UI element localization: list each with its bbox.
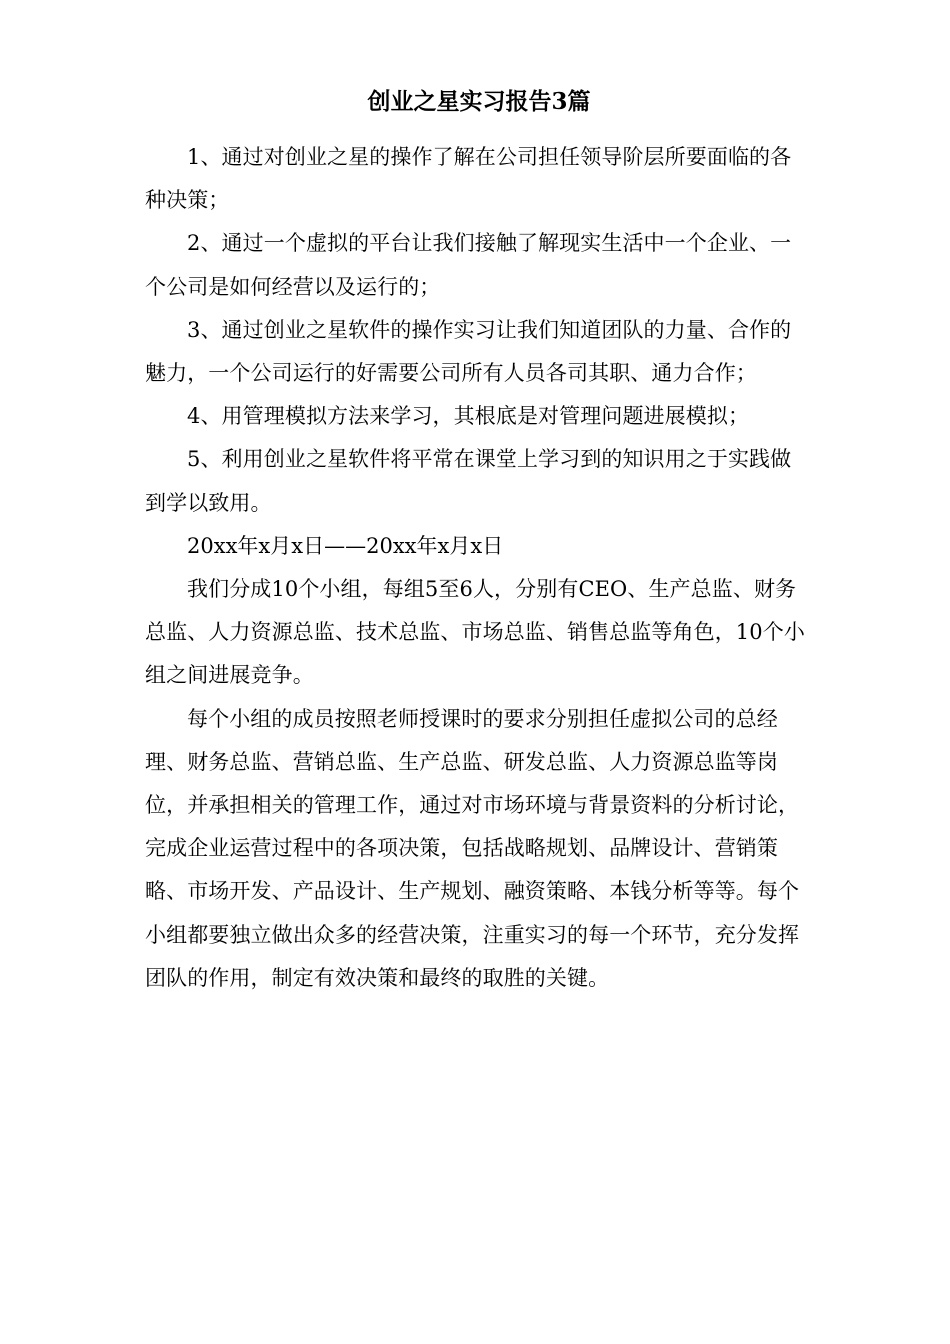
paragraph-point-1: 1、通过对创业之星的操作了解在公司担任领导阶层所要面临的各种决策；	[145, 145, 792, 213]
paragraph-roles: 每个小组的成员按照老师授课时的要求分别担任虚拟公司的总经理、财务总监、营销总监、生产总监、研发总监、人力资源总监等岗位，并承担相关的管理工作，通过对市场环境与背景资料的分析讨论，完成企业运营过程中的各项决策，包括战略规划、品牌设计、营销策略、市场开发、产品设计、生产规划、融资策略、本钱分析等等。每个小组都要独立做出众多的经营决策，注重实习的每一个环节，充分发挥团队的作用，制定有效决策和最终的取胜的关键。	[145, 706, 800, 990]
paragraph-point-2: 2、通过一个虚拟的平台让我们接触了解现实生活中一个企业、一个公司是如何经营以及运行的；	[145, 231, 792, 299]
paragraph-point-4: 4、用管理模拟方法来学习，其根底是对管理问题进展模拟；	[187, 404, 750, 429]
paragraph-groups: 我们分成10个小组，每组5至6人，分别有CEO、生产总监、财务总监、人力资源总监、技术总监、市场总监、销售总监等角色，10个小组之间进展竞争。	[145, 577, 805, 688]
paragraph-point-5: 5、利用创业之星软件将平常在课堂上学习到的知识用之于实践做到学以致用。	[145, 447, 792, 515]
document-title: 创业之星实习报告3篇	[367, 88, 591, 115]
paragraph-point-3: 3、通过创业之星软件的操作实习让我们知道团队的力量、合作的魅力，一个公司运行的好需要公司所有人员各司其职、通力合作；	[145, 317, 792, 386]
paragraph-date-range: 20xx年x月x日——20xx年x月x日	[187, 533, 504, 558]
